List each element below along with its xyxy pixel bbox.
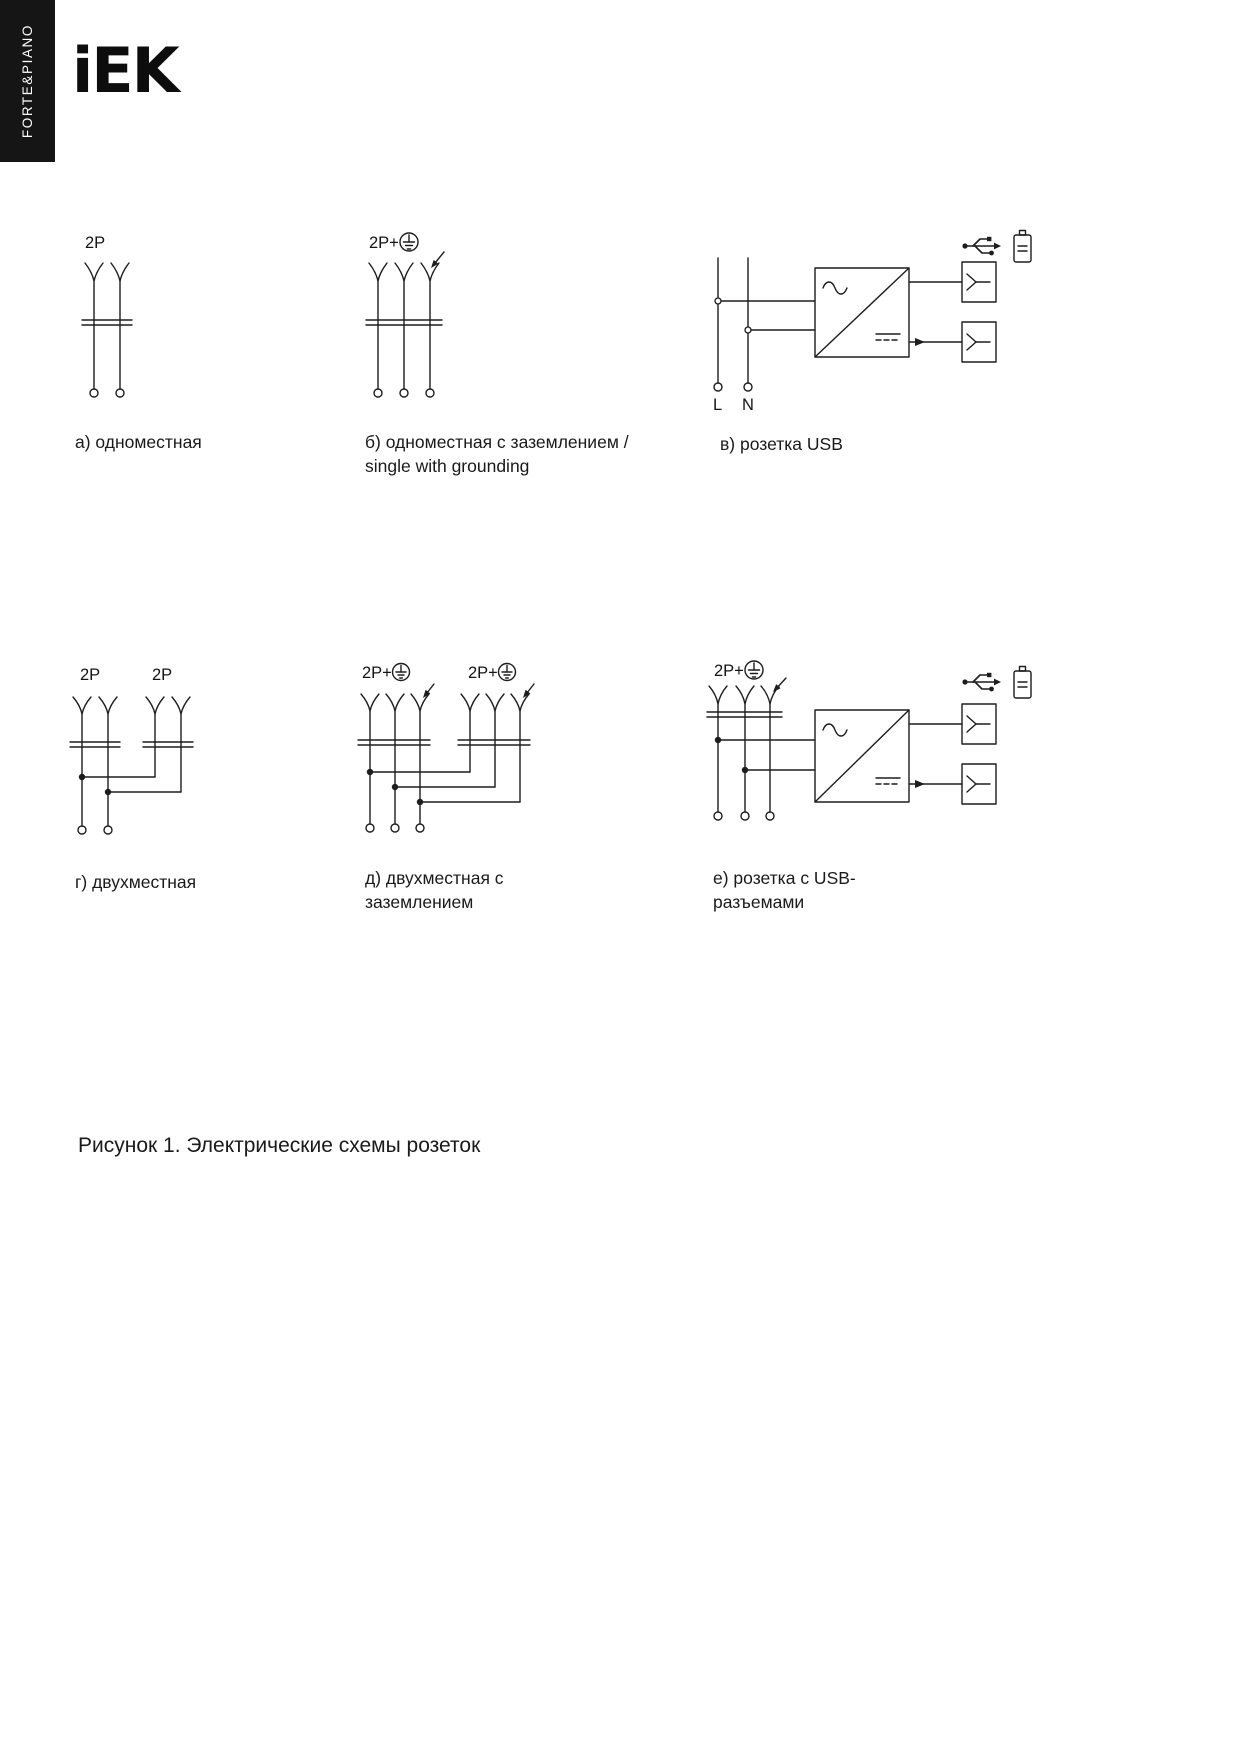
iek-logo: iEK: [72, 34, 178, 107]
terminal-circle: [116, 389, 124, 397]
caption-line: заземлением: [365, 892, 474, 913]
usb-icon: [962, 673, 1001, 692]
ground-arrow: [773, 678, 786, 692]
terminal-circle: [426, 389, 434, 397]
power-supply-box: [815, 268, 909, 357]
flow-arrow: [915, 338, 925, 346]
terminal-circle: [766, 812, 774, 820]
socket-base-lines: [82, 320, 132, 325]
usb-port-icon: [967, 716, 990, 732]
caption-single: а) одноместная: [75, 432, 202, 452]
output-wires: [909, 724, 962, 784]
power-supply-box: [815, 710, 909, 802]
socket-wires: [378, 281, 430, 389]
tap-circle: [715, 298, 721, 304]
line-label: L: [713, 396, 723, 414]
socket-wires: [370, 711, 520, 824]
terminal-circle: [744, 383, 752, 391]
contact-forks: [361, 694, 529, 711]
socket-base-lines: [70, 742, 193, 747]
battery-icon: [1014, 667, 1031, 699]
ac-sine-icon: [823, 724, 847, 736]
caption-line: е) розетка с USB-: [713, 868, 856, 888]
junction-dot: [715, 737, 721, 743]
usb-port-icon: [967, 274, 990, 290]
socket-wires: [94, 281, 120, 389]
diagram-usb-socket: [706, 656, 1041, 841]
tap-circle: [745, 327, 751, 333]
terminal-circle: [78, 826, 86, 834]
schematic-single-grounded: [356, 228, 596, 418]
usb-port-icon: [967, 776, 990, 792]
terminal-circle: [374, 389, 382, 397]
pole-label: 2P: [80, 666, 101, 684]
terminal-circle: [416, 824, 424, 832]
ground-arrow: [523, 684, 534, 698]
earth-ground-icon: [745, 661, 763, 679]
terminal-circle: [400, 389, 408, 397]
caption-double: г) двухместная: [75, 872, 197, 892]
junction-dot: [742, 767, 748, 773]
mains-wires: [718, 258, 815, 383]
usb-port-box: [962, 764, 996, 804]
schematic-usb: [706, 226, 1041, 418]
brand-sidebar-label: FORTE&PIANO: [20, 23, 35, 139]
pole-label: 2P+: [714, 662, 744, 680]
terminal-circle: [714, 383, 722, 391]
caption-line: б) одноместная с заземлением /: [365, 432, 629, 452]
terminal-circle: [90, 389, 98, 397]
earth-ground-icon: [393, 664, 410, 681]
battery-icon: [1014, 231, 1031, 263]
terminal-circle: [366, 824, 374, 832]
pole-label: 2P: [85, 234, 106, 252]
junction-dot: [105, 789, 111, 795]
contact-forks: [85, 263, 129, 281]
diagram-double: [66, 662, 236, 852]
contact-forks: [73, 697, 190, 714]
terminal-circle: [104, 826, 112, 834]
ground-arrow: [423, 684, 434, 698]
usb-port-icon: [967, 334, 990, 350]
caption-single-grounded: [365, 430, 695, 478]
earth-ground-icon: [400, 233, 418, 251]
terminal-circle: [741, 812, 749, 820]
junction-dot: [79, 774, 85, 780]
pole-label: 2P: [152, 666, 173, 684]
pole-label: 2P+: [369, 234, 399, 252]
usb-port-box: [962, 322, 996, 362]
caption-line: д) двухместная с: [365, 868, 504, 888]
diagram-double-grounded: [356, 660, 596, 850]
dc-symbol-icon: [876, 778, 900, 784]
socket-wires: [718, 704, 815, 812]
diagram-single: [72, 228, 272, 418]
pole-label: 2P+: [468, 664, 498, 682]
schematic-usb-socket: [706, 656, 1041, 841]
diagram-usb: [706, 226, 1041, 418]
schematic-double-grounded: [356, 660, 596, 850]
usb-icon: [962, 237, 1001, 256]
caption-line: разъемами: [713, 892, 805, 913]
schematic-single: [72, 228, 272, 418]
schematic-double: [66, 662, 236, 852]
usb-port-box: [962, 262, 996, 302]
contact-forks: [369, 263, 439, 281]
earth-ground-icon: [499, 664, 516, 681]
output-wires: [909, 282, 962, 342]
brand-sidebar: [0, 0, 55, 162]
flow-arrow: [915, 780, 925, 788]
socket-base-lines: [358, 740, 530, 745]
dc-symbol-icon: [876, 334, 900, 340]
junction-dot: [367, 769, 373, 775]
terminal-circle: [714, 812, 722, 820]
contact-forks: [709, 686, 779, 704]
caption-line: single with grounding: [365, 456, 530, 477]
usb-port-box: [962, 704, 996, 744]
figure-caption: Рисунок 1. Электрические схемы розеток: [78, 1134, 481, 1157]
caption-usb-socket: [713, 866, 983, 914]
socket-wires: [82, 714, 181, 826]
terminal-circle: [391, 824, 399, 832]
junction-dot: [417, 799, 423, 805]
ac-sine-icon: [823, 282, 847, 294]
pole-label: 2P+: [362, 664, 392, 682]
caption-usb: в) розетка USB: [720, 434, 843, 454]
neutral-label: N: [742, 396, 754, 414]
caption-double-grounded: [365, 866, 615, 914]
junction-dot: [392, 784, 398, 790]
diagram-single-grounded: [356, 228, 596, 418]
